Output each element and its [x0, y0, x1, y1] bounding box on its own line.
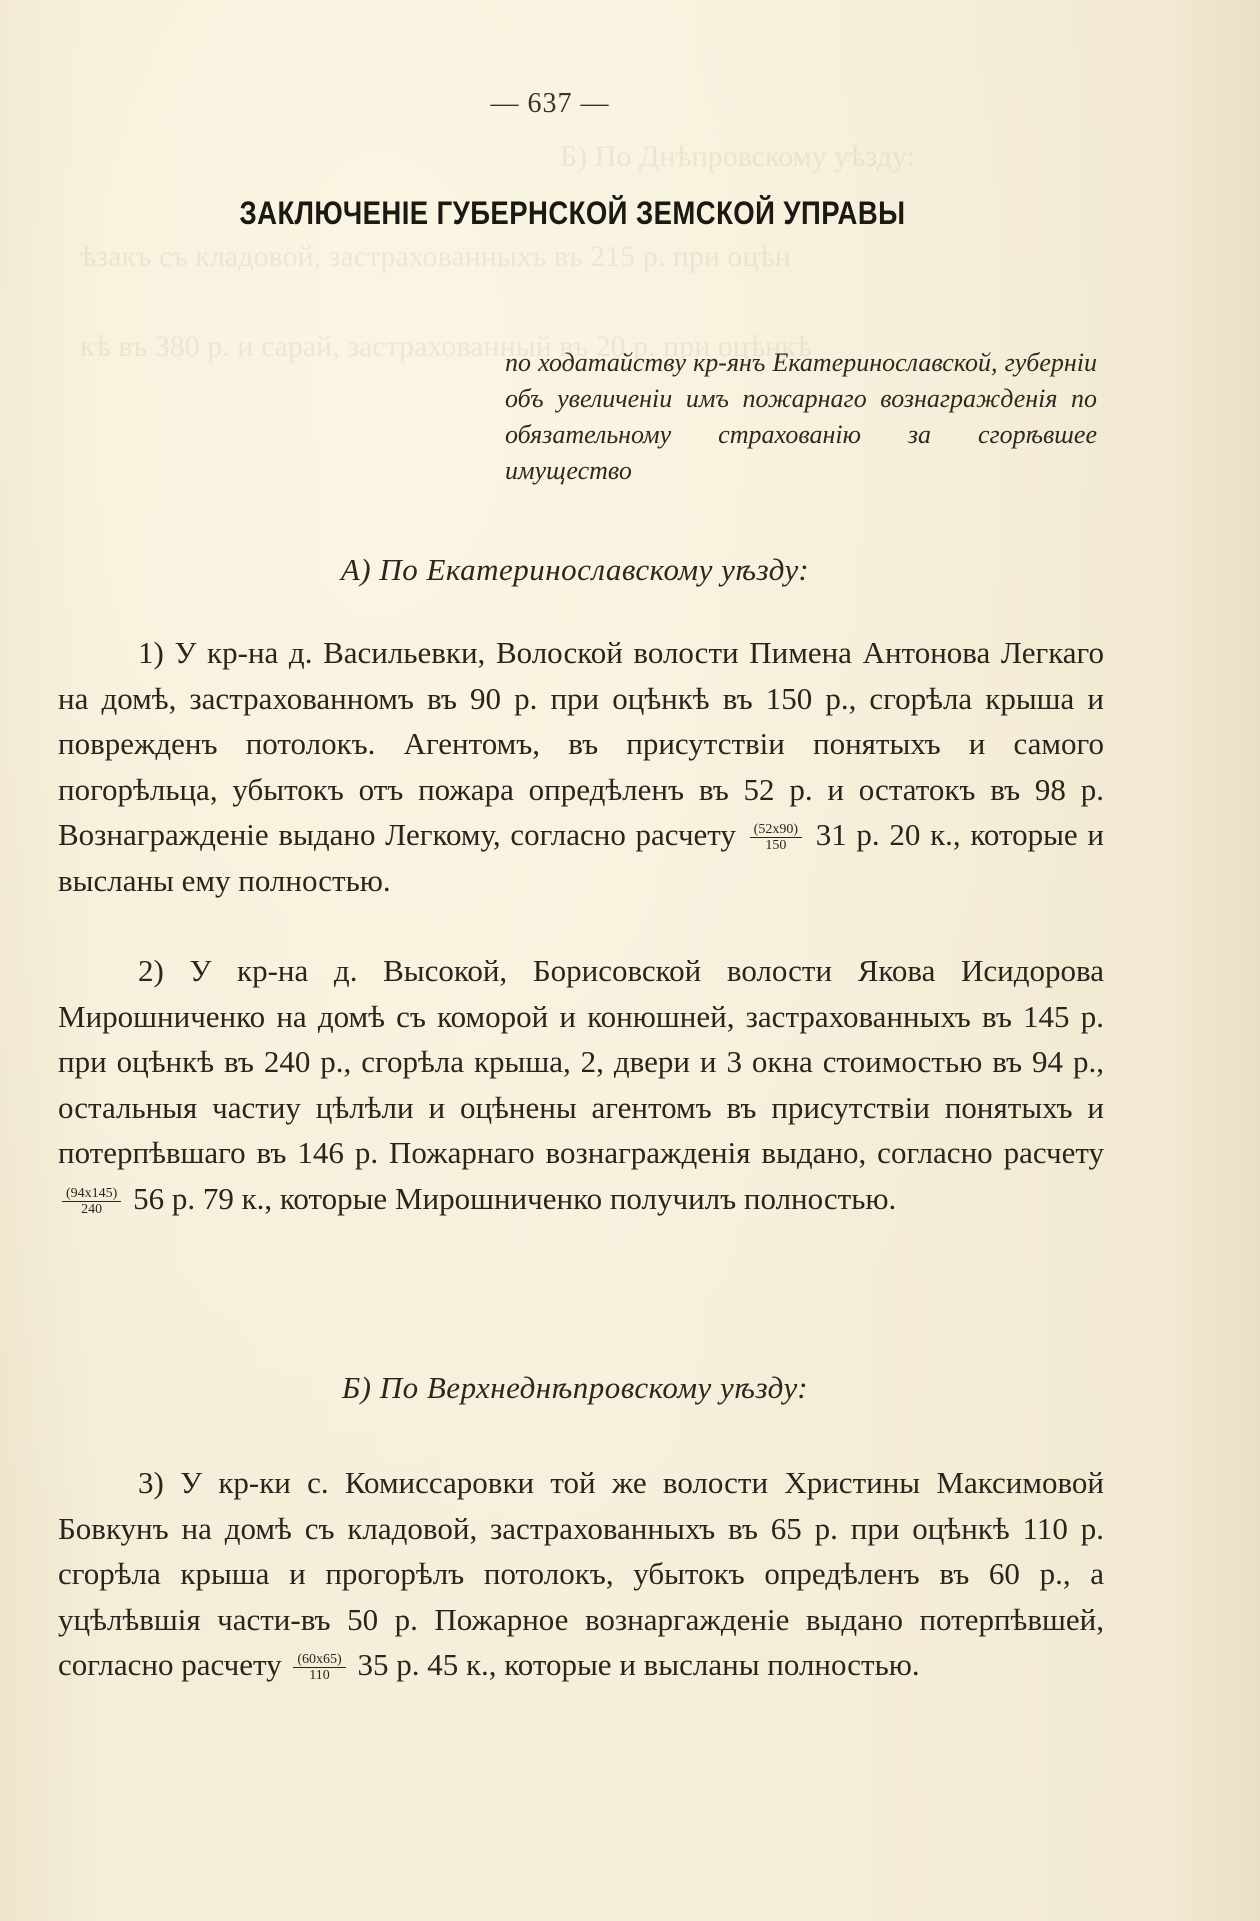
fraction-denominator: 110: [309, 1668, 330, 1684]
paragraph-text: 35 р. 45 к., которые и высланы полностью.: [357, 1647, 920, 1682]
show-through-decoration: Б) По Днѣпровскому уѣзду:: [560, 140, 915, 173]
fraction: [750, 822, 802, 853]
show-through-decoration: кѣ въ 380 р. и сарай, застрахованный въ 20 р. при оцѣнкѣ: [80, 330, 813, 363]
paragraph-text: 31 р. 20 к., которые и высланы ему полностью.: [58, 817, 1104, 898]
section-heading-a: А) По Екатеринославскому уѣзду:: [340, 552, 810, 587]
document-subtitle: по ходатайству кр-янъ Екатеринославской, губерніи объ увеличеніи имъ пожарнаго вознагражденія по обязательному страхованію за сгорѣвшее имущество: [505, 348, 1097, 485]
paragraph-text: 2) У кр-на д. Высокой, Борисовской волости Якова Исидорова Мирошниченко на домѣ съ коморой и конюшней, застрахованныхъ въ 145 р. при оцѣнкѣ въ 240 р., сгорѣла крыша, 2, двери и 3 окна стоимостью въ 94 р., остальныя частиу цѣлѣли и оцѣнены агентомъ въ присутствіи понятыхъ и потерпѣвшаго въ 146 р. Пожарнаго вознагражденія выдано, согласно расчету: [58, 953, 1104, 1170]
show-through-decoration: ѣзакъ съ кладовой, застрахованныхъ въ 215 р. при оцѣн: [80, 240, 791, 273]
fraction-numerator: (94х145): [62, 1186, 121, 1202]
paragraph-text: 56 р. 79 к., которые Мирошниченко получилъ полностью.: [133, 1180, 897, 1216]
section-heading-b: Б) По Верхнеднѣпровскому уѣзду:: [341, 1370, 809, 1405]
fraction-numerator: (60х65): [293, 1652, 345, 1668]
paragraph-3: [58, 1460, 1104, 1688]
fraction: [62, 1186, 121, 1217]
fraction-denominator: 240: [81, 1201, 103, 1217]
document-title: ЗАКЛЮЧЕНІЕ ГУБЕРНСКОЙ ЗЕМСКОЙ УПРАВЫ: [239, 195, 906, 231]
paragraph-text: 3) У кр-ки с. Комиссаровки той же волости Христины Максимовой Бовкунъ на домѣ съ кладовой, застрахованныхъ въ 65 р. при оцѣнкѣ 110 р. сгорѣла крыша и прогорѣлъ потолокъ, убытокъ опредѣленъ въ 60 р., а уцѣлѣвшія части-въ 50 р. Пожарное вознаргажденіе выдано потерпѣвшей, согласно расчету: [58, 1465, 1104, 1682]
fraction-denominator: 150: [765, 838, 787, 854]
page-number: — 637 —: [490, 88, 610, 119]
fraction-numerator: (52х90): [750, 822, 802, 838]
paragraph-1: [58, 630, 1104, 903]
paragraph-2: [58, 948, 1104, 1221]
paragraph-text: 1) У кр-на д. Васильевки, Волоской волости Пимена Антонова Легкаго на домѣ, застрахованномъ въ 90 р. при оцѣнкѣ въ 150 р., сгорѣла крыша и поврежденъ потолокъ. Агентомъ, въ присутствіи понятыхъ и самого погорѣльца, убытокъ отъ пожара опредѣленъ въ 52 р. и остатокъ въ 98 р. Вознагражденіе выдано Легкому, согласно расчету: [58, 635, 1104, 852]
fraction: [293, 1652, 345, 1683]
